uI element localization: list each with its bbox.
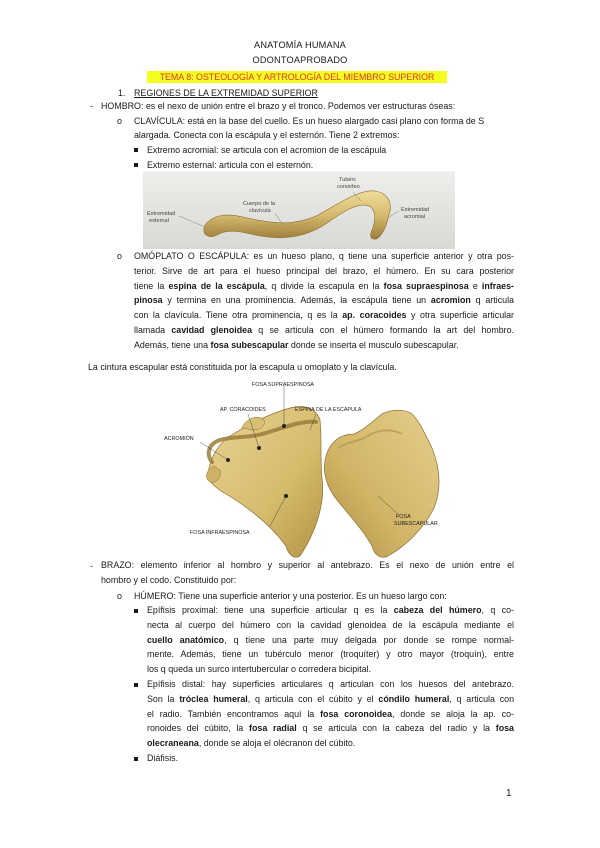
clavicula-line: CLAVÍCULA: está en la base del cuello. Es un hueso alargado casi plano con forma de S	[134, 116, 485, 126]
bold-term: espina de la escápula	[168, 280, 265, 291]
distal-line	[147, 692, 514, 707]
label-cuerpo: Cuerpo de la	[243, 201, 276, 207]
text-run: , q tiene una parte muy delgada por donde se rompe normal-	[224, 634, 514, 645]
text-run: q se articula con el húmero formando la art del hombro.	[252, 324, 514, 335]
label-coracoides: AP. CORACOIDES	[220, 407, 266, 413]
proximal-line	[147, 647, 514, 662]
label-subescapular: SUBESCAPULAR	[394, 521, 438, 527]
text-run: los q queda un surco intertubercular o corredera bicipital.	[147, 664, 371, 675]
label-acromion: ACROMIÓN	[164, 436, 194, 442]
text-run: con la clavícula. Tiene otra prominencia, q es la	[134, 310, 343, 321]
author-name: ODONTOAPROBADO	[252, 55, 348, 65]
bullet-square	[134, 683, 138, 687]
epifisis-proximal	[147, 603, 514, 677]
label-infraespinosa: FOSA INFRAESPINOSA	[190, 530, 250, 536]
label-espina: ESPINA DE LA ESCÁPULA	[295, 407, 362, 413]
course-title: ANATOMÍA HUMANA	[254, 40, 346, 50]
bold-term: ap. coracoides	[342, 310, 407, 321]
scapula-anterior	[324, 410, 439, 557]
proximal-line	[147, 633, 514, 648]
label-acromial: acromial	[404, 214, 426, 220]
omoplato-line	[134, 264, 514, 279]
clavicula-bullet: Extremo acromial: se articula con el acromion de la escápula	[147, 145, 387, 155]
label-acromial: Extremidad	[401, 207, 430, 213]
bold-term: fosa supraespinosa	[383, 280, 469, 291]
circle-marker: o	[117, 251, 122, 261]
label-supraespinosa: FOSA SUPRAESPINOSA	[252, 382, 315, 388]
text-run: donde se inserta el musculo subescapular.	[288, 339, 459, 350]
text-run: , donde se aloja la ap. co-	[392, 708, 514, 719]
text-run: y otra superficie articular	[406, 310, 514, 321]
scapula-figure	[150, 378, 450, 560]
text-run: el radio. También encontramos aquí la	[147, 708, 321, 719]
clavicula-line: alargada. Conecta con la escápula y el esternón. Tiene 2 extremos:	[134, 130, 400, 140]
text-run: , q divide la escapula en la	[264, 280, 384, 291]
label-tuberculo: conoideo	[337, 184, 360, 190]
distal-line	[147, 677, 514, 692]
text-run: llamada	[134, 324, 172, 335]
bold-term: fosa	[495, 723, 514, 734]
epifisis-distal	[147, 677, 514, 751]
text-run: e	[468, 280, 482, 291]
brazo-line: hombro y el codo. Constituido por:	[101, 574, 237, 585]
bold-term: olecraneana	[147, 738, 199, 749]
clavicula-bullet: Extremo esternal: articula con el esternón.	[147, 160, 314, 170]
text-run: mente. Además, tiene un tubérculo menor (troquíter) y otro mayor (troquín), entre	[147, 649, 514, 660]
circle-marker: o	[117, 116, 122, 126]
text-run: , q co-	[481, 605, 514, 615]
bold-term: cuello anatómico	[147, 634, 225, 645]
text-run: y termina en una prominencia. Además, la escápula tiene un	[162, 295, 431, 306]
section-number: 1.	[118, 88, 126, 98]
clavicle-figure	[143, 171, 455, 249]
cintura-paragraph: La cintura escapular está constituida por la escapula u omoplato y la clavícula.	[88, 362, 397, 372]
text-run: , q articula con el cúbito y el	[247, 693, 379, 704]
text-run: terior. Sirve de art para el hueso principal del brazo, el húmero. En su cara posterior	[134, 265, 514, 276]
text-run: OMÓPLATO O ESCÁPULA: es un hueso plano, q tiene una superficie anterior y otra pos-	[134, 251, 514, 261]
topic-title: TEMA 8: OSTEOLOGÍA Y ARTROLOGÍA DEL MIEMBRO SUPERIOR	[147, 71, 447, 83]
text-run: q se articula con la cabeza del radio y la	[296, 723, 496, 734]
page-number: 1	[506, 788, 512, 799]
omoplato-line	[134, 279, 514, 294]
omoplato-line	[134, 323, 514, 338]
label-esternal: Extremidad	[147, 211, 176, 217]
text-run: necta al cuerpo del húmero con la cavidad glenoidea de la escápula mediante el	[147, 619, 514, 630]
omoplato-paragraph	[134, 249, 514, 353]
text-run: Epífisis proximal: tiene una superficie articular q es la	[147, 605, 394, 615]
text-run: tiene la	[134, 280, 169, 291]
text-run: , q articula con	[449, 693, 514, 704]
bold-term: infraes-	[481, 280, 514, 291]
dash-marker: -	[90, 561, 93, 571]
text-run: Son la	[147, 693, 180, 704]
distal-line	[147, 736, 514, 751]
proximal-line	[147, 618, 514, 633]
bold-term: fosa subescapular	[210, 339, 289, 350]
circle-marker: o	[117, 591, 122, 601]
text-run: Además, tiene una	[134, 339, 211, 350]
bold-term: acromion	[430, 295, 471, 306]
label-esternal: esternal	[149, 218, 169, 224]
omoplato-line	[134, 249, 514, 264]
diafisis-item: Diáfisis.	[147, 753, 179, 763]
hombro-paragraph: HOMBRO: es el nexo de unión entre el brazo y el tronco. Podemos ver estructuras óseas:	[101, 101, 456, 111]
brazo-paragraph	[101, 558, 514, 588]
bold-term: cabeza del húmero	[393, 605, 482, 615]
humero-intro: HÚMERO: Tiene una superficie anterior y una posterior. Es un hueso largo con:	[134, 591, 447, 601]
bold-term: fosa coronoidea	[320, 708, 393, 719]
brazo-line: BRAZO: elemento inferior al hombro y superior al antebrazo. Es el nexo de unión entre el	[101, 560, 514, 570]
coracoid-process	[242, 417, 264, 430]
bold-term: cavidad glenoidea	[171, 324, 253, 335]
text-run: ronoides del cúbito, la	[147, 723, 249, 734]
distal-line	[147, 721, 514, 736]
bullet-square	[134, 148, 138, 152]
label-tuberculo: Tubérc	[339, 177, 357, 183]
omoplato-line	[134, 308, 514, 323]
bullet-square	[134, 163, 138, 167]
text-run: q articula	[470, 295, 514, 306]
label-subescapular: FOSA	[396, 514, 411, 520]
distal-line	[147, 707, 514, 722]
dash-marker: -	[90, 101, 93, 111]
omoplato-line	[134, 338, 514, 353]
proximal-line	[147, 662, 514, 677]
bold-term: pinosa	[134, 295, 163, 306]
bullet-square	[134, 609, 138, 613]
proximal-line	[147, 603, 514, 618]
bold-term: tróclea humeral	[179, 693, 248, 704]
bold-term: cóndilo humeral	[378, 693, 450, 704]
text-run: , donde se aloja el olécranon del cúbito.	[198, 738, 356, 749]
bold-term: fosa radial	[249, 723, 297, 734]
text-run: Epífisis distal: hay superficies articulares q articulan con los huesos del antebrazo.	[147, 679, 514, 689]
bullet-square	[134, 757, 138, 761]
label-cuerpo: clavícula	[249, 208, 271, 214]
section-title: REGIONES DE LA EXTREMIDAD SUPERIOR	[134, 88, 318, 98]
omoplato-line	[134, 293, 514, 308]
